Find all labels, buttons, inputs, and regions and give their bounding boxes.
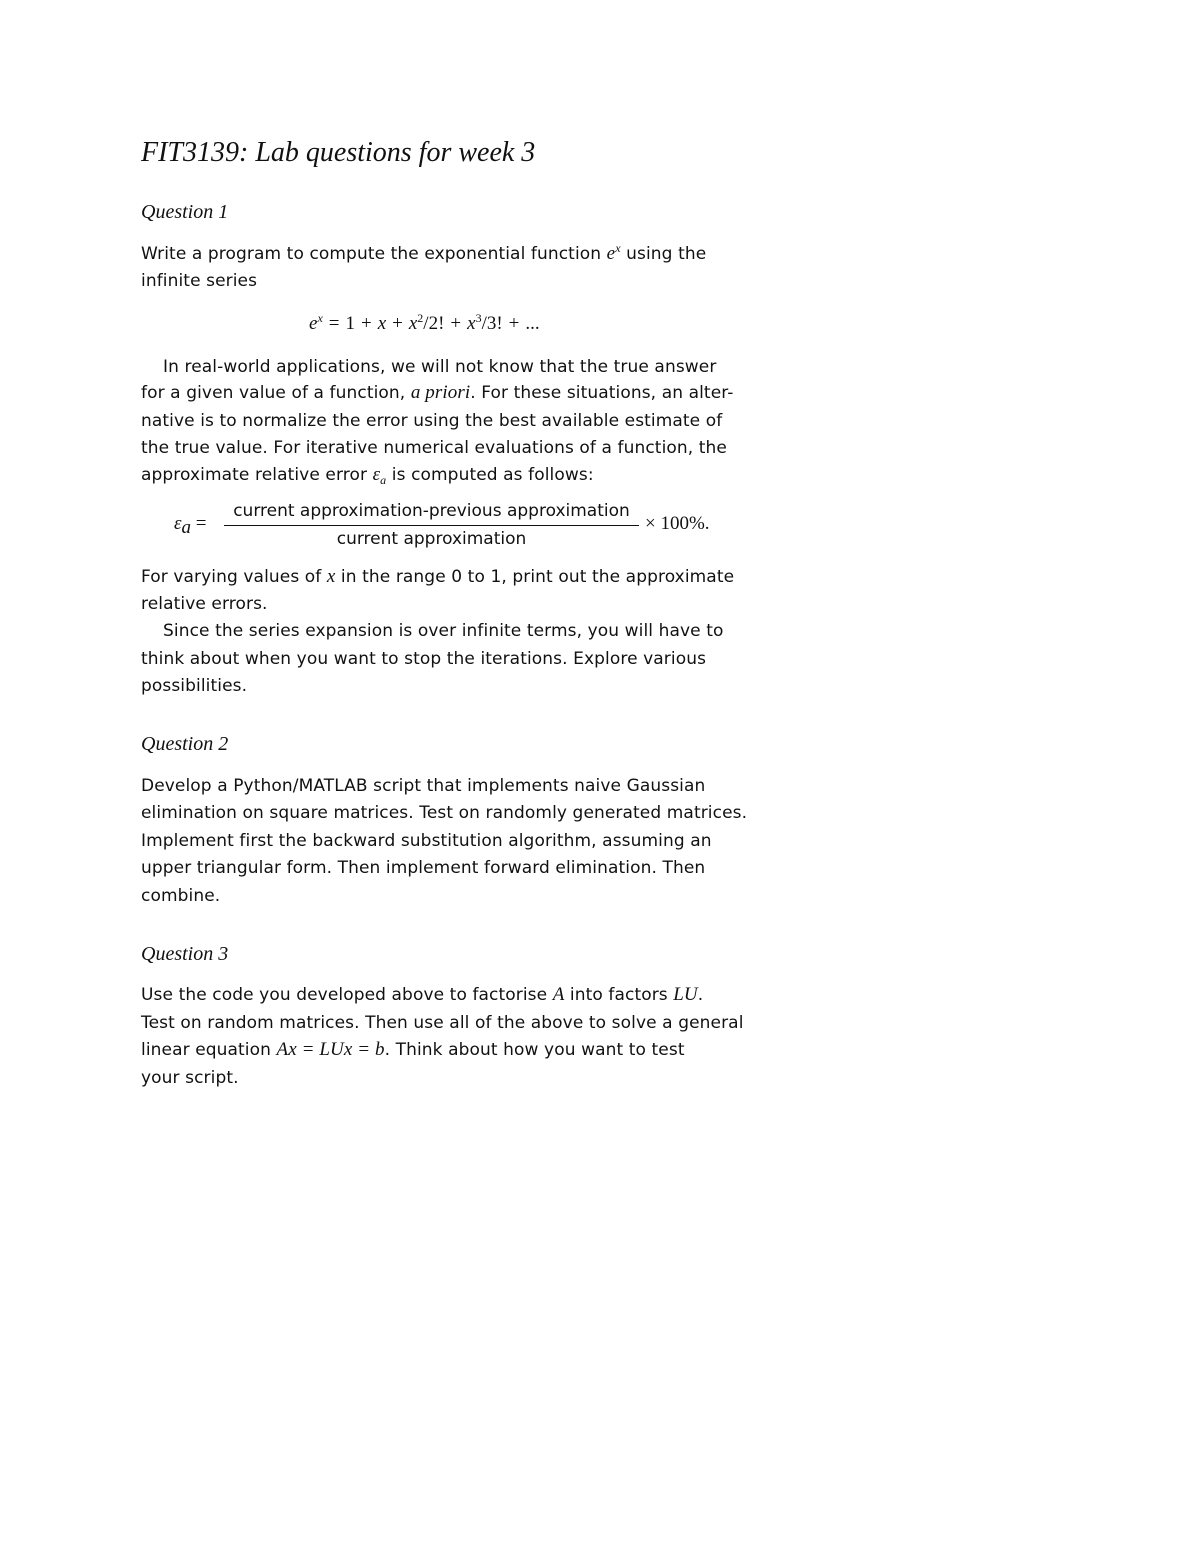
q3-line-3-a: linear equation — [141, 1040, 277, 1060]
q1-para2-line-2: relative errors. — [141, 594, 268, 614]
q1-intro-line-2: infinite series — [141, 271, 258, 291]
formula-epsilon-sub: a — [181, 517, 191, 538]
q2-line-4: upper triangular form. Then implement forward elimination. Then — [141, 858, 706, 878]
formula-lhs — [174, 513, 207, 538]
formula-numerator: current approximation-previous approximation — [233, 501, 630, 521]
q1-intro-text-a: Write a program to compute the exponential function — [141, 244, 607, 264]
series-term-1: 1 — [345, 313, 355, 334]
series-plus-1: + — [360, 313, 372, 334]
math-e: e — [606, 243, 616, 264]
a-priori-emphasis: a priori — [410, 382, 471, 403]
series-plus-2: + — [392, 313, 403, 334]
q3-line-2: Test on random matrices. Then use all of the above to solve a general — [141, 1013, 744, 1033]
q1-para1-line-3: native is to normalize the error using the best available estimate of — [141, 411, 723, 431]
series-term-3-rest: /2! — [423, 313, 445, 334]
series-term-2: x — [377, 313, 387, 334]
epsilon-char: ε — [372, 464, 381, 485]
series-term-3-sup: 2 — [417, 311, 424, 325]
q1-para3-line-3: possibilities. — [141, 676, 248, 696]
q1-para1-line-5 — [141, 464, 594, 486]
q1-para2-line-1 — [141, 566, 734, 588]
formula-epsilon: ε — [174, 513, 182, 534]
series-dots: ... — [525, 313, 540, 334]
page-title: FIT3139: Lab questions for week 3 — [141, 137, 536, 168]
factors-LU: LU — [673, 984, 698, 1005]
q1-para1-line-2-a: for a given value of a function, — [141, 383, 411, 403]
series-lhs-sup: x — [317, 311, 323, 325]
matrix-A: A — [552, 984, 565, 1005]
series-term-4-sup: 3 — [475, 311, 482, 325]
q1-para1-line-5-a: approximate relative error — [141, 465, 373, 485]
q3-line-1 — [141, 984, 703, 1006]
q1-para2-line-1-a: For varying values of — [141, 567, 327, 587]
question-3-heading: Question 3 — [141, 943, 229, 965]
formula-rhs: × 100%. — [645, 513, 710, 534]
question-1-heading: Question 1 — [141, 201, 229, 223]
q1-intro-math — [607, 243, 621, 264]
formula-denominator: current approximation — [336, 529, 527, 549]
q3-line-3 — [141, 1039, 685, 1061]
linear-equation: Ax = LUx = b — [276, 1039, 385, 1060]
q1-para1-line-4: the true value. For iterative numerical evaluations of a function, the — [141, 438, 727, 458]
series-lhs-base: e — [309, 313, 318, 334]
variable-x: x — [326, 566, 336, 587]
q1-intro-line-1 — [141, 243, 706, 265]
fraction-bar — [224, 525, 639, 526]
formula-eq: = — [195, 513, 207, 534]
question-2-heading: Question 2 — [141, 733, 229, 755]
series-lhs — [309, 313, 323, 334]
q2-line-5: combine. — [141, 886, 221, 906]
series-term-3-base: x — [408, 313, 418, 334]
series-eq: = — [328, 313, 340, 334]
q1-intro-text-b: using the — [620, 244, 707, 264]
q3-line-1-c: . — [697, 985, 704, 1005]
q3-line-1-a: Use the code you developed above to factorise — [141, 985, 553, 1005]
q2-line-3: Implement first the backward substitution algorithm, assuming an — [141, 831, 712, 851]
q2-line-2: elimination on square matrices. Test on randomly generated matrices. — [141, 803, 748, 823]
q1-para3-line-1: Since the series expansion is over infinite terms, you will have to — [163, 621, 724, 641]
series-plus-3: + — [450, 313, 462, 334]
q2-line-1: Develop a Python/MATLAB script that implements naive Gaussian — [141, 776, 706, 796]
q1-para1-line-1: In real-world applications, we will not know that the true answer — [163, 357, 717, 377]
series-term-4-rest: /3! — [481, 313, 503, 334]
series-term-4-base: x — [467, 313, 476, 334]
q1-para2-line-1-b: in the range 0 to 1, print out the approximate — [335, 567, 735, 587]
math-exponent: x — [615, 241, 621, 255]
q1-para3-line-2: think about when you want to stop the iterations. Explore various — [141, 649, 707, 669]
q1-para1-line-2-b: . For these situations, an alter- — [470, 383, 734, 403]
epsilon-symbol — [373, 464, 387, 485]
series-equation — [309, 312, 540, 336]
series-plus-4: + — [508, 313, 520, 334]
q3-line-3-b: . Think about how you want to test — [384, 1040, 685, 1060]
q1-para1-line-5-b: is computed as follows: — [386, 465, 594, 485]
q1-para1-line-2 — [141, 382, 734, 404]
q3-line-4: your script. — [141, 1068, 239, 1088]
epsilon-subscript: a — [380, 473, 387, 487]
q3-line-1-b: into factors — [564, 985, 674, 1005]
